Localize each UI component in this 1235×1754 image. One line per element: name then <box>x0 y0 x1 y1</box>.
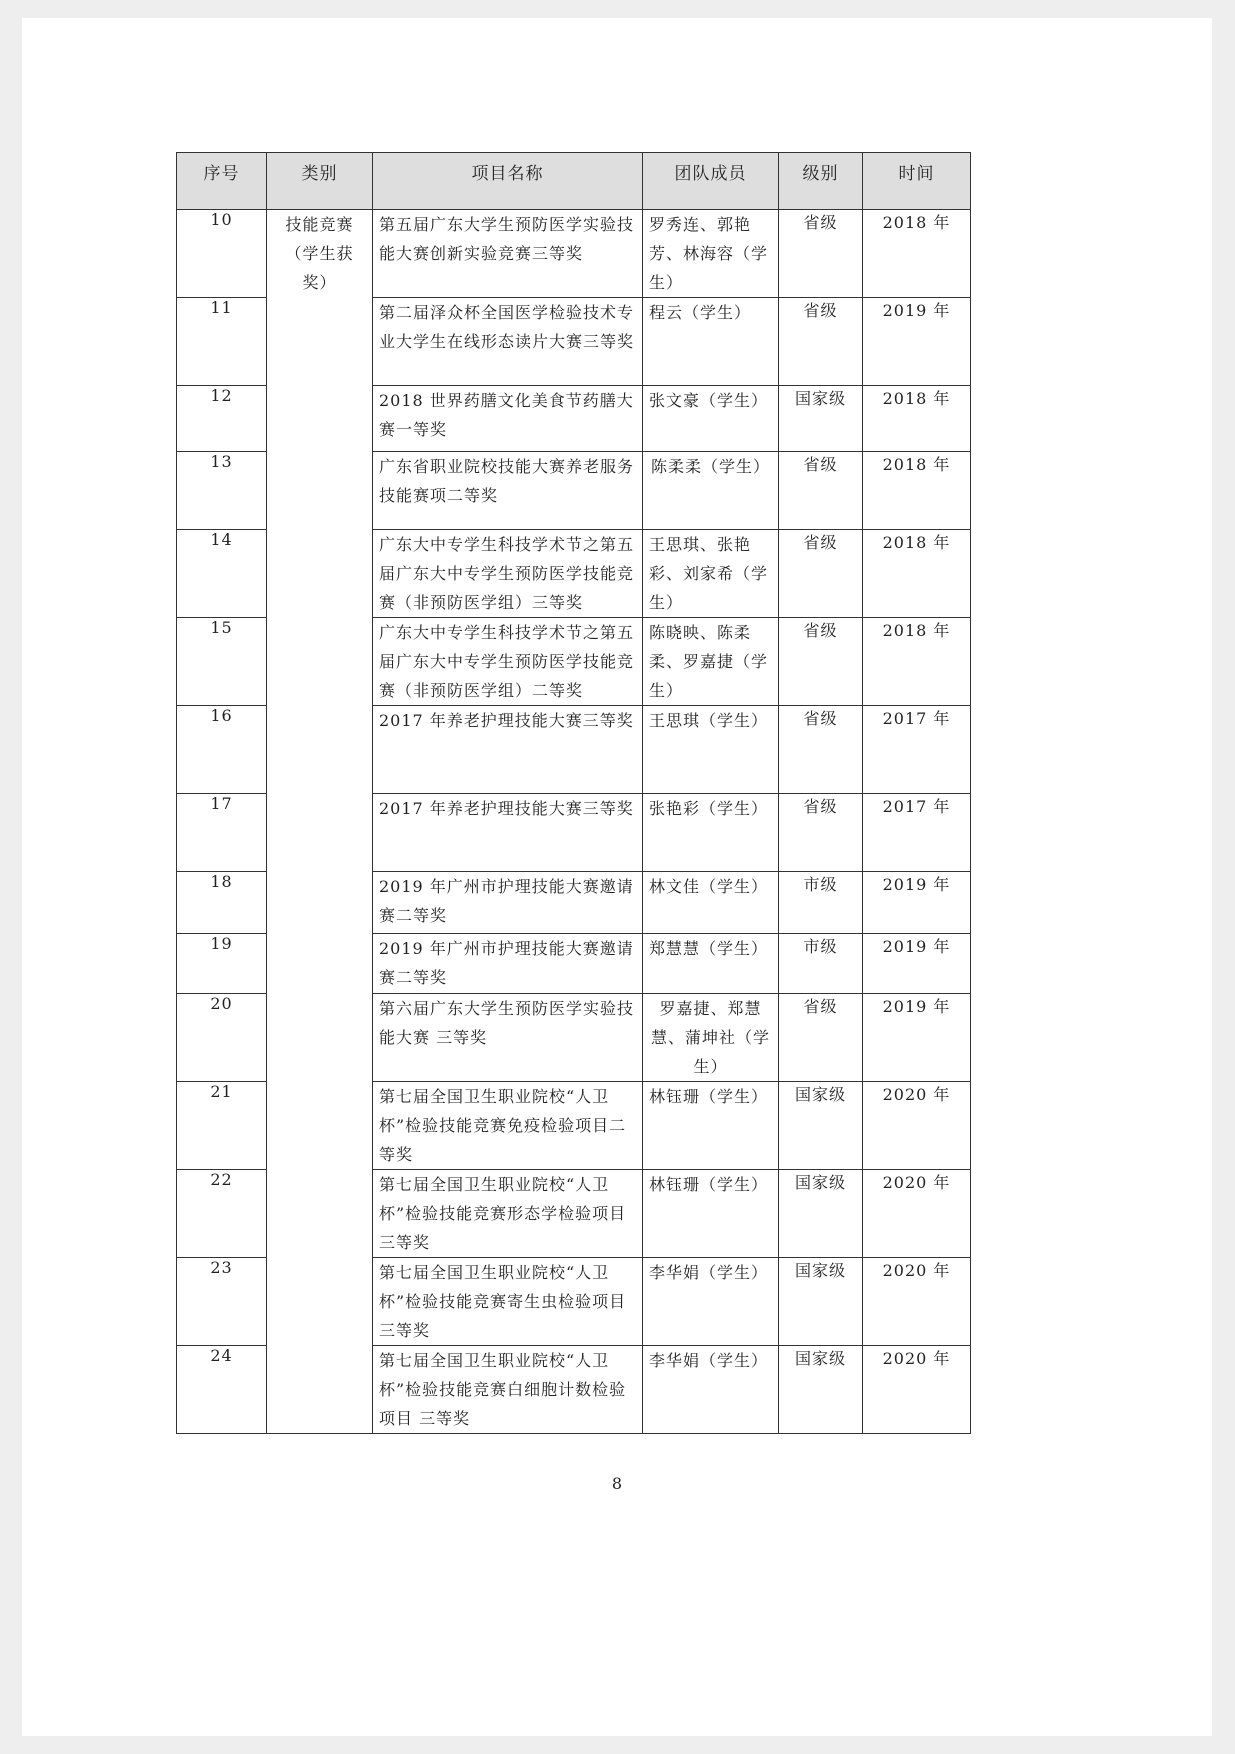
team-members: 张艳彩（学生） <box>643 794 779 872</box>
award-level: 省级 <box>779 210 863 298</box>
team-members: 李华娟（学生） <box>643 1346 779 1434</box>
team-members: 程云（学生） <box>643 298 779 386</box>
project-name: 2017 年养老护理技能大赛三等奖 <box>373 794 643 872</box>
team-members: 罗嘉捷、郑慧慧、蒲坤社（学生） <box>643 994 779 1082</box>
award-time: 2018 年 <box>863 452 971 530</box>
award-time: 2018 年 <box>863 210 971 298</box>
award-time: 2018 年 <box>863 618 971 706</box>
team-members: 林文佳（学生） <box>643 872 779 934</box>
project-name: 广东大中专学生科技学术节之第五届广东大中专学生预防医学技能竞赛（非预防医学组）三等奖 <box>373 530 643 618</box>
award-time: 2019 年 <box>863 994 971 1082</box>
award-time: 2017 年 <box>863 794 971 872</box>
team-members: 林钰珊（学生） <box>643 1082 779 1170</box>
row-number: 19 <box>177 934 267 994</box>
team-members: 陈晓映、陈柔柔、罗嘉捷（学生） <box>643 618 779 706</box>
award-level: 省级 <box>779 452 863 530</box>
row-number: 17 <box>177 794 267 872</box>
row-number: 11 <box>177 298 267 386</box>
award-time: 2020 年 <box>863 1346 971 1434</box>
row-number: 10 <box>177 210 267 298</box>
award-level: 国家级 <box>779 386 863 452</box>
team-members: 郑慧慧（学生） <box>643 934 779 994</box>
row-number: 24 <box>177 1346 267 1434</box>
row-number: 18 <box>177 872 267 934</box>
row-number: 14 <box>177 530 267 618</box>
award-time: 2019 年 <box>863 934 971 994</box>
category-cell: 技能竞赛（学生获奖） <box>267 210 373 1434</box>
row-number: 21 <box>177 1082 267 1170</box>
award-level: 市级 <box>779 872 863 934</box>
award-level: 国家级 <box>779 1258 863 1346</box>
team-members: 王思琪、张艳彩、刘家希（学生） <box>643 530 779 618</box>
document-page <box>22 18 1212 1736</box>
award-level: 省级 <box>779 530 863 618</box>
team-members: 罗秀连、郭艳芳、林海容（学生） <box>643 210 779 298</box>
project-name: 2017 年养老护理技能大赛三等奖 <box>373 706 643 794</box>
table-row <box>177 210 971 298</box>
project-name: 第七届全国卫生职业院校“人卫杯”检验技能竞赛寄生虫检验项目三等奖 <box>373 1258 643 1346</box>
project-name: 第二届泽众杯全国医学检验技术专业大学生在线形态读片大赛三等奖 <box>373 298 643 386</box>
header-time: 时间 <box>863 153 971 210</box>
project-name: 第六届广东大学生预防医学实验技能大赛 三等奖 <box>373 994 643 1082</box>
row-number: 15 <box>177 618 267 706</box>
team-members: 陈柔柔（学生） <box>643 452 779 530</box>
award-level: 省级 <box>779 994 863 1082</box>
award-time: 2017 年 <box>863 706 971 794</box>
header-no: 序号 <box>177 153 267 210</box>
award-level: 省级 <box>779 706 863 794</box>
header-category: 类别 <box>267 153 373 210</box>
project-name: 2018 世界药膳文化美食节药膳大赛一等奖 <box>373 386 643 452</box>
row-number: 13 <box>177 452 267 530</box>
team-members: 林钰珊（学生） <box>643 1170 779 1258</box>
award-level: 省级 <box>779 298 863 386</box>
row-number: 20 <box>177 994 267 1082</box>
table-header-row <box>177 153 971 210</box>
award-level: 国家级 <box>779 1170 863 1258</box>
award-level: 省级 <box>779 794 863 872</box>
row-number: 12 <box>177 386 267 452</box>
project-name: 第五届广东大学生预防医学实验技能大赛创新实验竞赛三等奖 <box>373 210 643 298</box>
project-name: 广东大中专学生科技学术节之第五届广东大中专学生预防医学技能竞赛（非预防医学组）二等奖 <box>373 618 643 706</box>
team-members: 张文豪（学生） <box>643 386 779 452</box>
award-time: 2018 年 <box>863 530 971 618</box>
award-time: 2018 年 <box>863 386 971 452</box>
project-name: 第七届全国卫生职业院校“人卫杯”检验技能竞赛形态学检验项目三等奖 <box>373 1170 643 1258</box>
project-name: 第七届全国卫生职业院校“人卫杯”检验技能竞赛白细胞计数检验项目 三等奖 <box>373 1346 643 1434</box>
project-name: 2019 年广州市护理技能大赛邀请赛二等奖 <box>373 934 643 994</box>
award-level: 市级 <box>779 934 863 994</box>
award-time: 2019 年 <box>863 298 971 386</box>
award-time: 2020 年 <box>863 1258 971 1346</box>
award-level: 国家级 <box>779 1082 863 1170</box>
award-level: 省级 <box>779 618 863 706</box>
team-members: 李华娟（学生） <box>643 1258 779 1346</box>
team-members: 王思琪（学生） <box>643 706 779 794</box>
award-time: 2020 年 <box>863 1170 971 1258</box>
page-number: 8 <box>611 1474 623 1493</box>
awards-table <box>176 152 971 1434</box>
header-team-members: 团队成员 <box>643 153 779 210</box>
project-name: 2019 年广州市护理技能大赛邀请赛二等奖 <box>373 872 643 934</box>
award-level: 国家级 <box>779 1346 863 1434</box>
row-number: 16 <box>177 706 267 794</box>
header-level: 级别 <box>779 153 863 210</box>
row-number: 23 <box>177 1258 267 1346</box>
project-name: 第七届全国卫生职业院校“人卫杯”检验技能竞赛免疫检验项目二等奖 <box>373 1082 643 1170</box>
header-project-name: 项目名称 <box>373 153 643 210</box>
project-name: 广东省职业院校技能大赛养老服务技能赛项二等奖 <box>373 452 643 530</box>
award-time: 2019 年 <box>863 872 971 934</box>
row-number: 22 <box>177 1170 267 1258</box>
award-time: 2020 年 <box>863 1082 971 1170</box>
